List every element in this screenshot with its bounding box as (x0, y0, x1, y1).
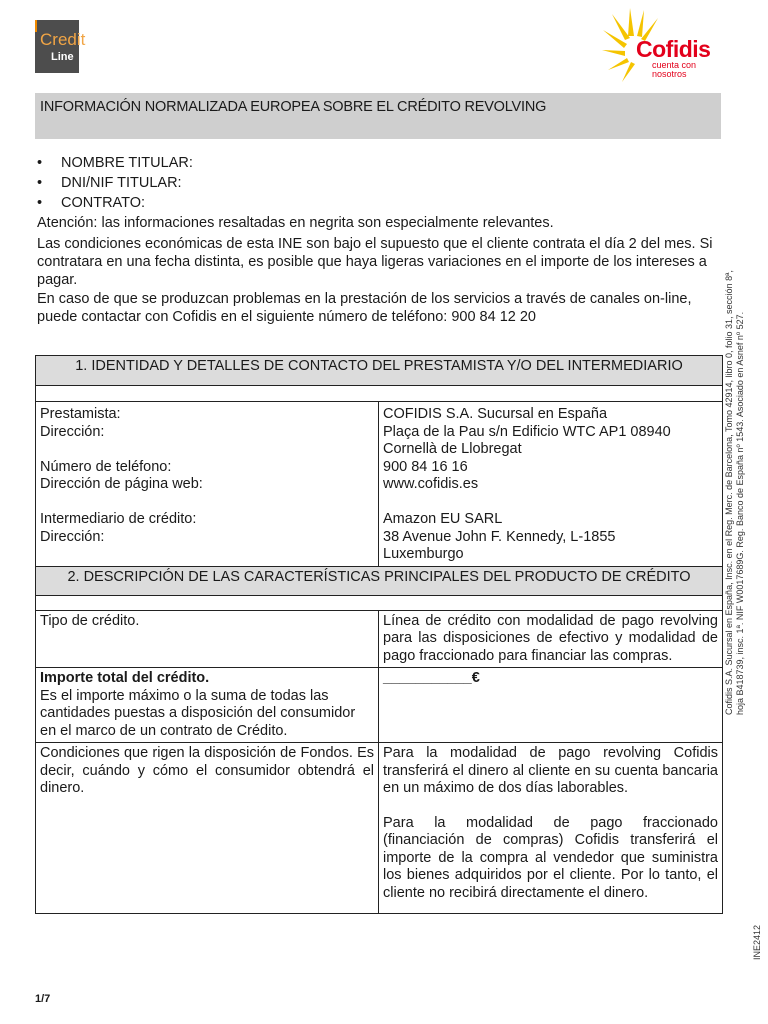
document-title-band (35, 93, 721, 139)
holder-fields (37, 153, 193, 213)
info-table (35, 355, 723, 914)
bullet-icon: • (37, 195, 43, 211)
section-2-heading: 2. DESCRIPCIÓN DE LAS CARACTERÍSTICAS PRINCIPALES DEL PRODUCTO DE CRÉDITO (36, 566, 723, 595)
credit-type-value: Línea de crédito con modalidad de pago revolving para las disposiciones de efectivo y modalidad de pago fraccionado para financiar las compras. (379, 610, 723, 668)
online-contact-note: En caso de que se produzcan problemas en la prestación de los servicios a través de canales on-line, puede contactar con Cofidis en el siguiente número de teléfono: 900 84 12 20 (37, 291, 692, 325)
page-number: 1/7 (35, 993, 51, 1005)
document-title: INFORMACIÓN NORMALIZADA EUROPEA SOBRE EL CRÉDITO REVOLVING (40, 99, 547, 115)
cofidis-tagline-1: cuenta con (652, 60, 697, 70)
credit-amount-value: ___________€ (379, 668, 723, 743)
conditions-note: Las condiciones económicas de esta INE son bajo el supuesto que el cliente contrata el día 2 del mes. Si contratara en una fecha distinta, es posible que haya ligeras variaciones en el importe de los intereses a pagar. (37, 236, 713, 288)
section-2-header-row (36, 566, 723, 595)
cofidis-tagline-2: nosotros (652, 69, 687, 79)
credit-type-row (36, 610, 723, 668)
disposal-conditions-label: Condiciones que rigen la disposición de Fondos. Es decir, cuándo y cómo el consumidor obtendrá el dinero. (36, 743, 379, 914)
disposal-conditions-row (36, 743, 723, 914)
cofidis-logo (600, 6, 740, 86)
field-contract: • CONTRATO: (37, 195, 146, 211)
cofidis-brand: Cofidis (636, 36, 711, 62)
lender-details-row (36, 402, 723, 567)
attention-note: Atención: las informaciones resaltadas en negrita son especialmente relevantes. (37, 215, 554, 231)
logo-word-line: Line (51, 51, 74, 63)
logo-accent-bar (35, 20, 37, 32)
bullet-icon: • (37, 155, 43, 171)
lender-website: www.cofidis.es (383, 476, 479, 492)
field-holder-id: • DNI/NIF TITULAR: (37, 175, 182, 191)
credit-type-label: Tipo de crédito. (36, 610, 379, 668)
section-1-heading: 1. IDENTIDAD Y DETALLES DE CONTACTO DEL PRESTAMISTA Y/O DEL INTERMEDIARIO (36, 356, 723, 386)
field-holder-name: • NOMBRE TITULAR: (37, 155, 193, 171)
bullet-icon: • (37, 175, 43, 191)
credit-line-logo (35, 20, 86, 73)
lender-values: COFIDIS S.A. Sucursal en España Plaça de la Pau s/n Edificio WTC AP1 08940 Cornellà de Llobregat 900 84 16 16 www.cofidis.es Amazon EU SARL 38 Avenue John F. Kennedy, L-1855 Luxemburgo (379, 402, 723, 567)
section-1-header-row (36, 356, 723, 386)
lender-labels: Prestamista: Dirección: Número de teléfono: Dirección de página web: Intermediario de crédito: Dirección: (36, 402, 379, 567)
legal-sidebar: Cofidis S.A. Sucursal en España, Insc. en el Reg. Merc. de Barcelona, Tomo 42914, libro 0, folio 31, sección 8ª, hoja B418739, insc. 1ª. NIF W0017689G. Reg. Banco de España nº 1543. Asociado en Asnef nº 527. (724, 270, 745, 715)
logo-word-credit: Credit (40, 30, 86, 49)
credit-amount-row (36, 668, 723, 743)
document-code: INE2412 (752, 924, 762, 960)
credit-amount-label: Importe total del crédito. Es el importe máximo o la suma de todas las cantidades puestas a disposición del consumidor en el marco de un contrato de Crédito. (36, 668, 379, 743)
disposal-conditions-value: Para la modalidad de pago revolving Cofidis transferirá el dinero al cliente en su cuenta bancaria en un máximo de dos días laborables. Para la modalidad de pago fraccionado (financiación de compras) Cofidis transferirá el importe de la compra al vendedor que suministra los bienes adquiridos por el cliente. Por lo tanto, el cliente no recibirá directamente el dinero. (379, 743, 723, 914)
